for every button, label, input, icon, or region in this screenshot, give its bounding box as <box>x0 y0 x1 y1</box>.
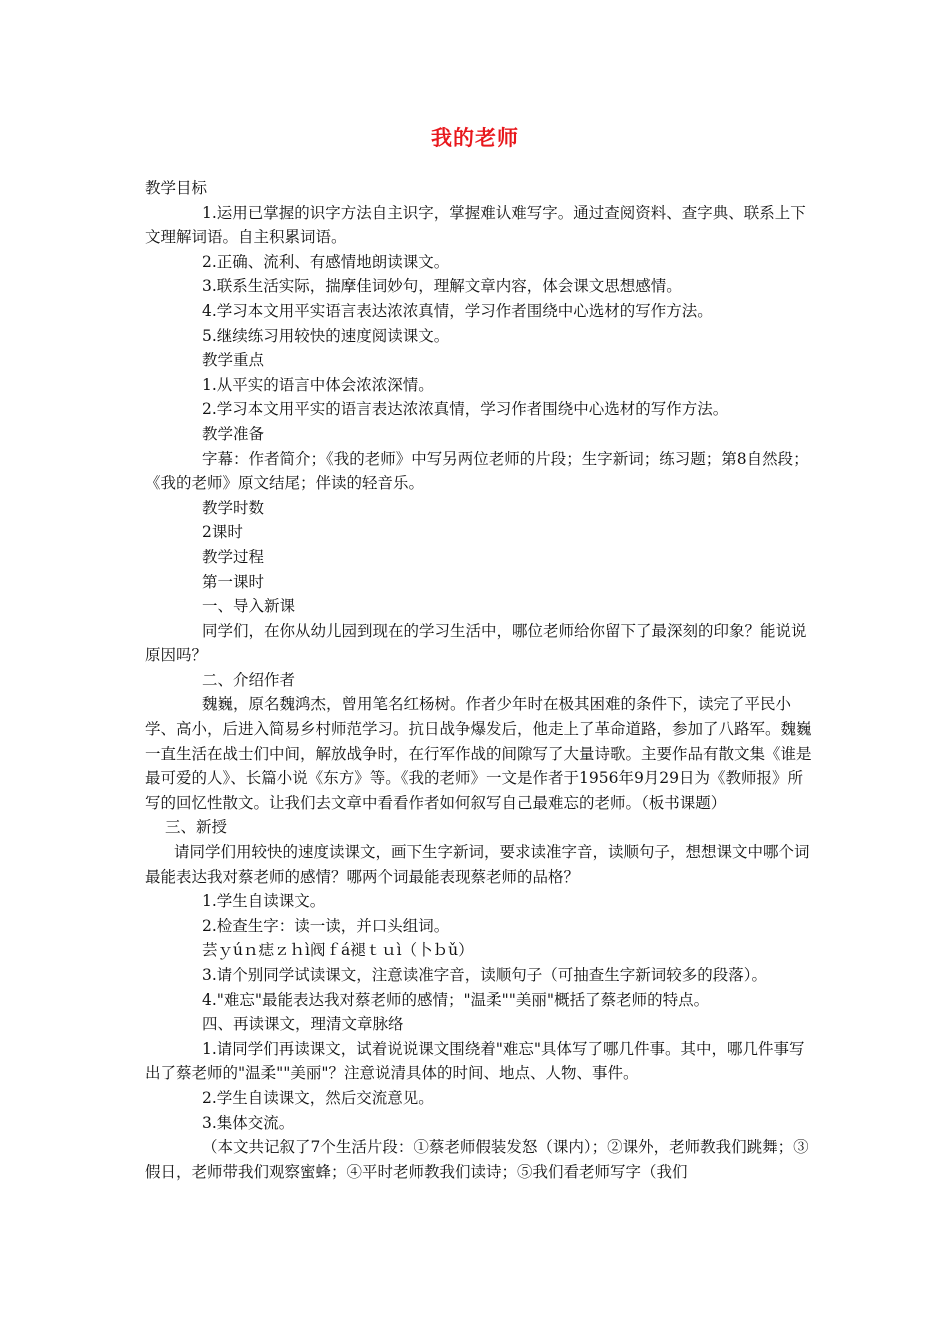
heading-process: 教学过程 <box>202 547 265 566</box>
heading-class-hours: 教学时数 <box>202 498 265 517</box>
section-author-text: 魏巍，原名魏鸿杰，曾用笔名红杨树。作者少年时在极其困难的条件下，读完了平民小学、高小，后进入简易乡村师范学习。抗日战争爆发后，他走上了革命道路，参加了八路军。魏巍一直生活在战士们中间，解放战争时，在行军作战的间隙写了大量诗歌。主要作品有散文集《谁是最可爱的人》、长篇小说《东方》等。《我的老师》一文是作者于1956年9月29日为《教师报》所写的回忆性散文。让我们去文章中看看作者如何叙写自己最难忘的老师。（板书课题） <box>145 695 812 812</box>
section-author-heading: 二、介绍作者 <box>202 670 296 689</box>
step-1: 1.学生自读课文。 <box>202 892 326 911</box>
section-reread-heading: 四、再读课文，理清文章脉络 <box>202 1015 404 1034</box>
heading-first-lesson: 第一课时 <box>202 572 265 591</box>
section-intro-heading: 一、导入新课 <box>202 597 296 616</box>
key-point-2: 2.学习本文用平实的语言表达浓浓真情，学习作者围绕中心选材的写作方法。 <box>202 400 729 419</box>
document-body <box>145 176 815 1184</box>
key-point-1: 1.从平实的语言中体会浓浓深情。 <box>202 375 434 394</box>
goal-5: 5.继续练习用较快的速度阅读课文。 <box>202 326 450 345</box>
section-new-text: 请同学们用较快的速度读课文，画下生字新词，要求读准字音，读顺句子，想想课文中哪个词最能表达我对蔡老师的感情？哪两个词最能表现蔡老师的品格？ <box>145 843 810 886</box>
class-hours-text: 2课时 <box>202 523 243 542</box>
step-3: 3.请个别同学试读课文，注意读准字音，读顺句子（可抽查生字新词较多的段落）。 <box>202 966 768 984</box>
heading-key-points: 教学重点 <box>202 351 265 370</box>
goal-2: 2.正确、流利、有感情地朗读课文。 <box>202 252 450 271</box>
step-2: 2.检查生字：读一读，并口头组词。 <box>202 916 450 935</box>
heading-teaching-goals: 教学目标 <box>145 179 208 197</box>
goal-4: 4.学习本文用平实语言表达浓浓真情，学习作者围绕中心选材的写作方法。 <box>202 301 713 320</box>
heading-preparation: 教学准备 <box>202 424 265 443</box>
section-new-heading: 三、新授 <box>165 818 228 837</box>
step-4: 4."难忘"最能表达我对蔡老师的感情；"温柔""美丽"概括了蔡老师的特点。 <box>202 990 710 1009</box>
reread-step-1: 1.请同学们再读课文，试着说说课文围绕着"难忘"具体写了哪几件事。其中，哪几件事写出了蔡老师的"温柔""美丽"？注意说清具体的时间、地点、人物、事件。 <box>145 1039 805 1083</box>
document-title: 我的老师 <box>431 125 519 150</box>
summary-text: （本文共记叙了7个生活片段：①蔡老师假装发怒（课内）；②课外，老师教我们跳舞；③假日，老师带我们观察蜜蜂；④平时老师教我们读诗；⑤我们看老师写字（我们 <box>145 1138 809 1181</box>
preparation-text: 字幕：作者简介；《我的老师》中写另两位老师的片段；生字新词；练习题；第8自然段；《我的老师》原文结尾；伴读的轻音乐。 <box>145 449 809 493</box>
reread-step-3: 3.集体交流。 <box>202 1113 295 1132</box>
goal-3: 3.联系生活实际，揣摩佳词妙句，理解文章内容，体会课文思想感情。 <box>202 277 682 296</box>
reread-step-2: 2.学生自读课文，然后交流意见。 <box>202 1088 434 1107</box>
pinyin-line: 芸ｙúｎ痣ｚｈì阀ｆá褪ｔｕì（卜ｂǔ） <box>202 941 474 960</box>
section-intro-text: 同学们，在你从幼儿园到现在的学习生活中，哪位老师给你留下了最深刻的印象？能说说原因吗？ <box>145 621 807 665</box>
goal-1: 1.运用已掌握的识字方法自主识字，掌握难认难写字。通过查阅资料、查字典、联系上下文理解词语。自主积累词语。 <box>145 203 806 247</box>
